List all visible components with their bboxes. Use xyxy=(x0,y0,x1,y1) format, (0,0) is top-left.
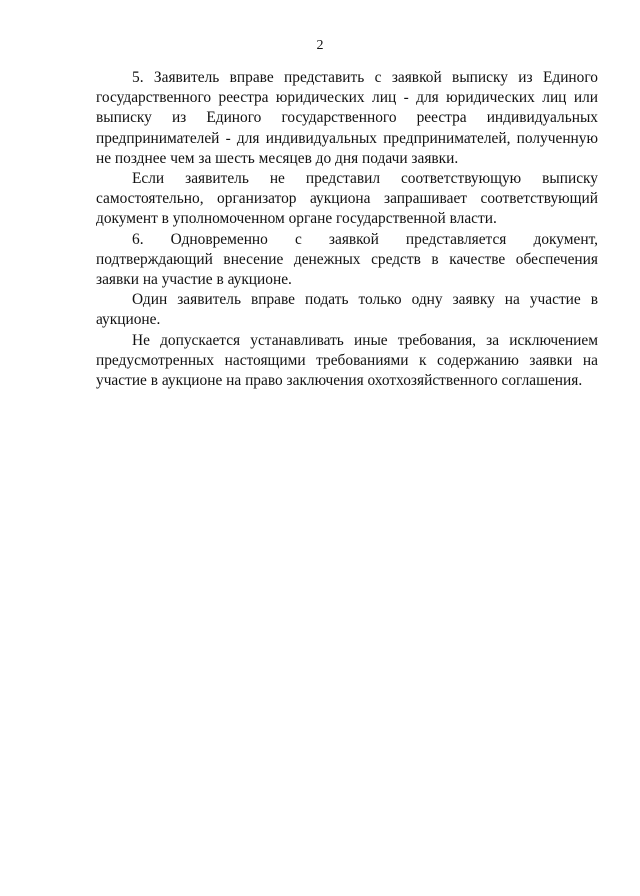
page-number: 2 xyxy=(316,38,324,53)
paragraph-single-application: Один заявитель вправе подать только одну заявку на участие в аукционе. xyxy=(96,291,598,329)
document-body xyxy=(96,68,598,391)
paragraph-organizer-request: Если заявитель не представил соответствующую выписку самостоятельно, организатор аукциона запрашивает соответствующий документ в уполномоченном органе государственной власти. xyxy=(96,170,598,228)
paragraph-extract-right: 5. Заявитель вправе представить с заявкой выписку из Единого государственного реестра юридических лиц - для юридических лиц или выписку из Единого государственного реестра индивидуальных предпринимателей - для индивидуальных предпринимателей, полученную не позднее чем за шесть месяцев до дня подачи заявки. xyxy=(96,69,598,167)
paragraph-no-other-requirements: Не допускается устанавливать иные требования, за исключением предусмотренных настоящими требованиями к содержанию заявки на участие в аукционе на право заключения охотхозяйственного соглашения. xyxy=(96,331,598,390)
paragraph-deposit-document: 6. Одновременно с заявкой представляется документ, подтверждающий внесение денежных средств в качестве обеспечения заявки на участие в аукционе. xyxy=(96,230,598,289)
